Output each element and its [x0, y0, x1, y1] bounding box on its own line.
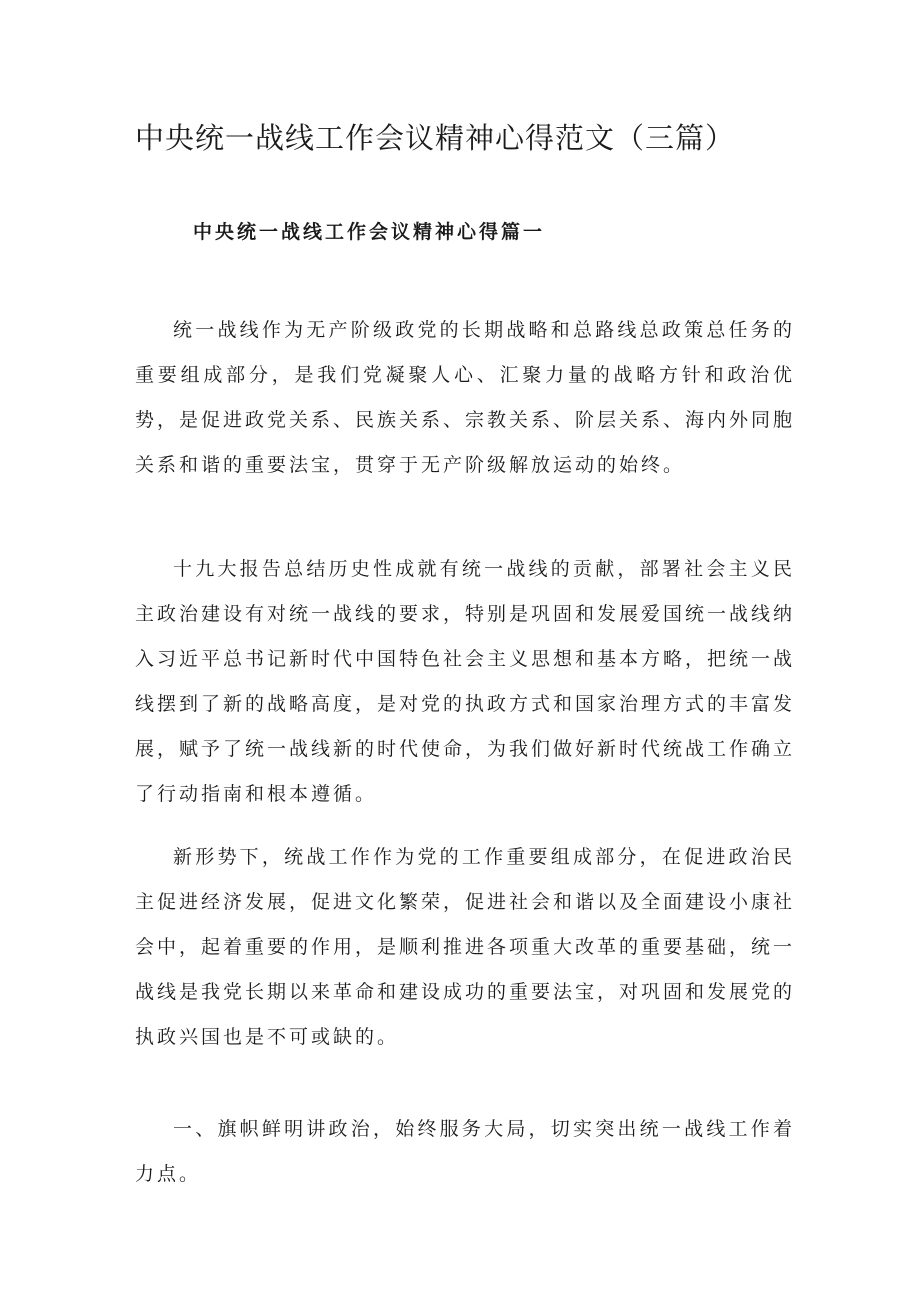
paragraph-2: 十九大报告总结历史性成就有统一战线的贡献，部署社会主义民主政治建设有对统一战线的要求，特别是巩固和发展爱国统一战线纳入习近平总书记新时代中国特色社会主义思想和基本方略，把统一战线摆到了新的战略高度，是对党的执政方式和国家治理方式的丰富发展，赋予了统一战线新的时代使命，为我们做好新时代统战工作确立了行动指南和根本遵循。 — [135, 558, 796, 805]
paragraph-1: 统一战线作为无产阶级政党的长期战略和总路线总政策总任务的重要组成部分，是我们党凝聚人心、汇聚力量的战略方针和政治优势，是促进政党关系、民族关系、宗教关系、阶层关系、海内外同胞关系和谐的重要法宝，贯穿于无产阶级解放运动的始终。 — [135, 319, 796, 476]
paragraph-3: 新形势下，统战工作作为党的工作重要组成部分，在促进政治民主促进经济发展，促进文化繁荣，促进社会和谐以及全面建设小康社会中，起着重要的作用，是顺利推进各项重大改革的重要基础，统一战线是我党长期以来革命和建设成功的重要法宝，对巩固和发展党的执政兴国也是不可或缺的。 — [135, 846, 796, 1048]
document-title: 中央统一战线工作会议精神心得范文（三篇） — [135, 121, 736, 155]
paragraph-4: 一、旗帜鲜明讲政治，始终服务大局，切实突出统一战线工作着力点。 — [135, 1118, 795, 1185]
section-heading: 中央统一战线工作会议精神心得篇一 — [193, 221, 546, 243]
